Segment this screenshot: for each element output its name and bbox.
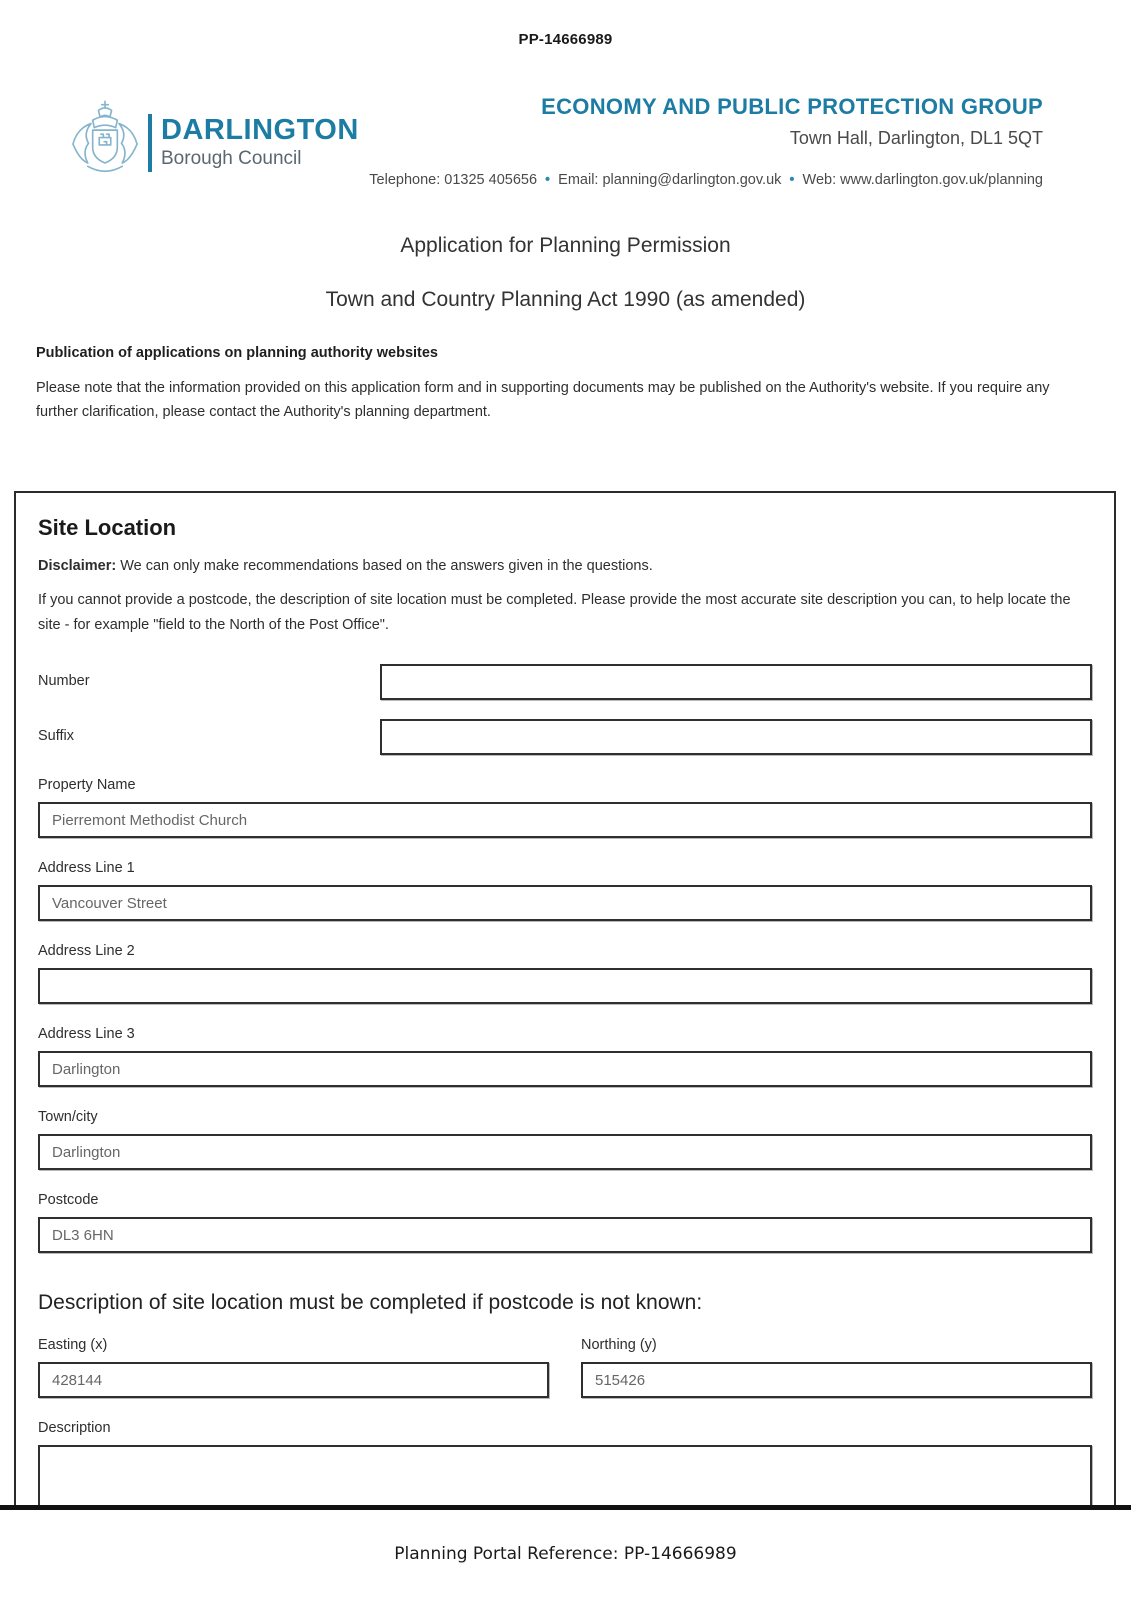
northing-label: Northing (y) xyxy=(581,1337,657,1353)
number-label: Number xyxy=(38,673,90,689)
suffix-input[interactable] xyxy=(380,719,1092,755)
bullet-separator: • xyxy=(789,172,795,188)
suffix-row xyxy=(38,719,1092,755)
email-text: Email: planning@darlington.gov.uk xyxy=(558,172,782,188)
postcode-instructions: If you cannot provide a postcode, the description of site location must be completed. Please provide the most accurate site description you can, to help locate the site - for example "field to the North of the Post Office". xyxy=(38,592,1071,633)
postcode-field xyxy=(38,1192,1092,1253)
disclaimer-text xyxy=(38,558,1092,574)
address-line-3-field xyxy=(38,1026,1092,1087)
disclaimer-body: We can only make recommendations based on the answers given in the questions. xyxy=(120,558,653,574)
disclaimer-label: Disclaimer: xyxy=(38,558,117,574)
number-input[interactable] xyxy=(380,664,1092,700)
description-textarea[interactable] xyxy=(38,1445,1092,1505)
easting-label: Easting (x) xyxy=(38,1337,108,1353)
form-reference-header: PP-14666989 xyxy=(518,31,613,48)
address-line-2-input[interactable] xyxy=(38,968,1092,1004)
address-line-1-input[interactable] xyxy=(38,885,1092,921)
contact-line xyxy=(359,172,1043,188)
description-field xyxy=(38,1420,1092,1505)
postcode-label: Postcode xyxy=(38,1192,99,1208)
page-break-divider xyxy=(0,1505,1131,1510)
logo-divider xyxy=(148,114,152,172)
council-subtitle: Borough Council xyxy=(161,148,302,169)
address-line-3-label: Address Line 3 xyxy=(38,1026,135,1042)
council-crest-icon xyxy=(68,94,142,186)
logo-text xyxy=(161,110,359,170)
coordinates-row xyxy=(38,1337,1092,1398)
address-line-3-input[interactable] xyxy=(38,1051,1092,1087)
description-section-heading: Description of site location must be completed if postcode is not known: xyxy=(38,1291,703,1314)
bullet-separator: • xyxy=(545,172,551,188)
town-city-field xyxy=(38,1109,1092,1170)
property-name-label: Property Name xyxy=(38,777,136,793)
easting-input[interactable] xyxy=(38,1362,549,1398)
planning-portal-reference-footer: Planning Portal Reference: PP-14666989 xyxy=(394,1544,737,1564)
letterhead-right xyxy=(359,92,1043,188)
form-subtitle: Town and Country Planning Act 1990 (as amended) xyxy=(325,288,806,311)
town-city-input[interactable] xyxy=(38,1134,1092,1170)
address-line-1-field xyxy=(38,860,1092,921)
number-row xyxy=(38,664,1092,700)
council-logo xyxy=(68,94,359,186)
web-text: Web: www.darlington.gov.uk/planning xyxy=(802,172,1043,188)
publication-heading: Publication of applications on planning authority websites xyxy=(36,345,438,361)
town-city-label: Town/city xyxy=(38,1109,98,1125)
address-line-2-label: Address Line 2 xyxy=(38,943,135,959)
northing-input[interactable] xyxy=(581,1362,1092,1398)
telephone-text: Telephone: 01325 405656 xyxy=(369,172,538,188)
letterhead xyxy=(0,92,1131,188)
department-title: ECONOMY AND PUBLIC PROTECTION GROUP xyxy=(541,94,1043,119)
easting-field xyxy=(38,1337,549,1398)
site-location-section xyxy=(14,491,1116,1505)
postcode-input[interactable] xyxy=(38,1217,1092,1253)
address-line-1-label: Address Line 1 xyxy=(38,860,135,876)
suffix-label: Suffix xyxy=(38,728,75,744)
property-name-field xyxy=(38,777,1092,838)
address-line-2-field xyxy=(38,943,1092,1004)
property-name-input[interactable] xyxy=(38,802,1092,838)
description-label: Description xyxy=(38,1420,111,1436)
department-address: Town Hall, Darlington, DL1 5QT xyxy=(789,128,1043,148)
form-title: Application for Planning Permission xyxy=(400,234,731,257)
section-heading: Site Location xyxy=(38,515,177,540)
publication-body: Please note that the information provided on this application form and in supporting documents may be published on the Authority's website. If you require any further clarification, please contact the Authority's planning department. xyxy=(36,380,1050,420)
council-name: DARLINGTON xyxy=(161,114,359,146)
northing-field xyxy=(581,1337,1092,1398)
